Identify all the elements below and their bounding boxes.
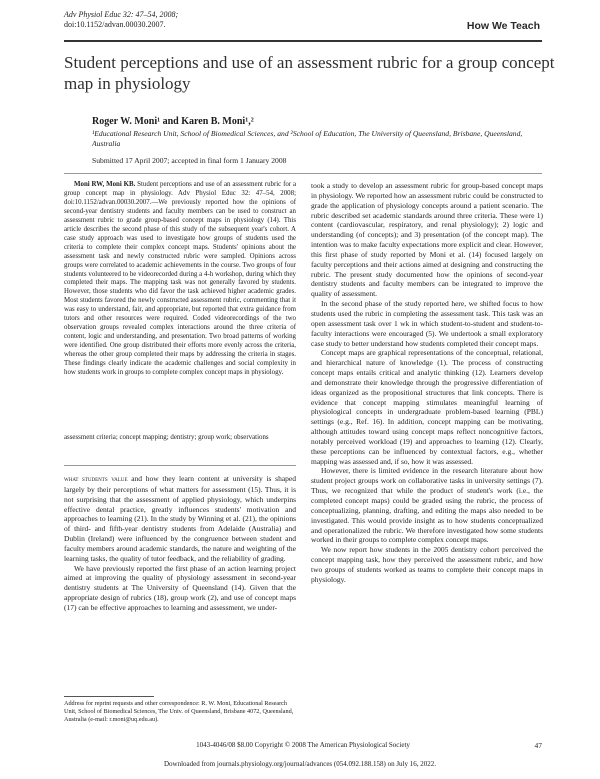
download-notice: Downloaded from journals.physiology.org/journal/advances (054.092.188.158) on July 16, 2022. [164,760,436,768]
journal-line-1: Adv Physiol Educ 32: 47–54, 2008; [64,10,179,19]
submission-dates: Submitted 17 April 2007; accepted in final form 1 January 2008 [92,156,287,165]
page-number: 47 [534,741,542,750]
right-paragraph-3: Concept maps are graphical representations of the conceptual, relational, and hierarchical nature of knowledge (1). The process of constructing concept maps entails critical and analytic thinking (12). Learners develop and demonstrate their knowledge through the progressive differentiation of ideas organized as the propositional structures that link concepts. There is evidence that concept mapping stimulates meaningful learning of physiological concepts in undergraduate problem-based learning (PBL) settings (e.g., Ref. 16). In addition, concept mapping can be motivating, although attitudes toward using concept maps reflect noncognitive factors, notably perceived workload (19) and approaches to learning (12). Clearly, these perceptions can be influenced by contextual factors, e.g., whether mapping was assessed and, if so, how it was assessed. [311,348,543,466]
abstract [64,181,296,378]
copyright-line: 1043-4046/08 $8.00 Copyright © 2008 The American Physiological Society [196,741,410,749]
author-affiliation: ¹Educational Research Unit, School of Biomedical Sciences, and ²School of Education, The University of Queensland, Brisbane, Queensland, Australia [92,129,523,148]
section-label: How We Teach [466,20,540,32]
introduction [64,474,296,613]
header-rule [64,40,542,42]
article-authors: Roger W. Moni¹ and Karen B. Moni¹,² [92,116,254,127]
intro-smallcaps: what students value [64,475,128,483]
right-paragraph-1: took a study to develop an assessment rubric for group-based concept maps in physiology. We reported how an assessment rubric could be constructed to grade the application of physiology concepts around a patient scenario. The rubric described set academic standards around three criteria. These were 1) content (cardiovascular, respiratory, and renal physiology); 2) logic and understanding (of concepts); and 3) presentation (of the concept map). The intention was to make faculty expectations more explicit and clear. However, this first phase of study reported by Moni et al. (14) focused largely on faculty perceptions and their actions aimed at designing and constructing the rubric. The present study documented how the opinions of second-year dentistry students and faculty members can be integrated to improve the quality of assessment. [311,181,543,299]
article-title: Student perceptions and use of an assessment rubric for a group concept map in physiology [64,53,555,93]
abstract-text: Student perceptions and use of an assessment rubric for a group concept map in physiology. Adv Physiol Educ 32: 47–54, 2008; doi:10.1152/advan.00030.2007.—We previously reported how the opinions of second-year dentistry students and faculty members can be used to construct an assessment rubric to grade group-based concept maps in physiology (14). This article describes the second phase of this study of the subsequent year's cohort. A case study approach was used to investigate how groups of students used the criteria to complete their complex concept maps. Students' opinions about the assessment task and newly constructed rubric were sampled. Opinions across groups were correlated to academic achievements in the course. Two groups of four students volunteered to be videorecorded during a 4-h workshop, during which they completed their maps. The mapping task was not generally favored by students. However, those students who did favor the task achieved higher academic grades. Most students favored the newly constructed assessment rubric, commenting that it was easy to understand, fair, and appropriate, but reported that extra guidance from tutors and other resources were required. Coded videorecordings of the two observation groups revealed complex interactions around the three criteria of content, logic and understanding, and presentation. Two broad patterns of working were identified. One group distributed their efforts more evenly across the criteria, whereas the other group completed their maps by addressing the criteria in stages. These findings clearly indicate the academic challenges and social complexity in how students work in groups to complete complex concept maps in physiology. [64,181,297,377]
intro-paragraph-1: and how they learn content at university is shaped largely by their perceptions of what matters for assessment (15). Thus, it is not surprising that the assessment of applied physiology, which underpins effective dental practice, greatly influences students' motivation and approaches to learning (21). In the study by Winning et al. (21), the opinions of third- and fifth-year dentistry students from Adelaide (Australia) and Dublin (Ireland) were influenced by the congruence between student and faculty members around academic standards, the nature and weighting of the learning tasks, the quality of tutor feedback, and the reliability of grading. [64,474,296,563]
right-paragraph-2: In the second phase of the study reported here, we shifted focus to how students used the rubric in completing the assessment task. This task was an open assessment task over 1 wk in which student-to-student and student-to-faculty interactions were encouraged (5). We undertook a small exploratory case study to better understand how students completed their concept maps. [311,299,543,348]
journal-citation [64,10,178,30]
journal-doi: doi:10.1152/advan.00030.2007. [64,20,166,29]
abstract-lead: Moni RW, Moni KB. [74,181,136,188]
keywords: assessment criteria; concept mapping; dentistry; group work; observations [64,434,269,441]
correspondence-footnote: Address for reprint requests and other correspondence: R. W. Moni, Educational Research Unit, School of Biomedical Sciences, The Univ. of Queensland, Brisbane 4072, Queensland, Australia (e-mail: r.moni@uq.edu.au). [64,700,294,723]
right-column [311,181,543,585]
right-paragraph-4: However, there is limited evidence in the research literature about how student project groups work on collaborative tasks in university settings (7). Thus, we recognized that while the product of student's work (i.e., the completed concept maps) could be graded using the rubric, the process of conceptualizing, planning, drafting, and editing the maps also needed to be investigated. This would provide insight as to how students conceptualized and operationalized the rubric. We therefore investigated how some students worked in their groups to complete complex concept maps. [311,466,543,545]
footnote-rule [64,696,154,697]
keywords-rule [64,465,296,466]
intro-paragraph-2: We have previously reported the first phase of an action learning project aimed at improving the quality of physiology assessment in second-year dentistry students at The University of Queensland (14). Given that the appropriate design of rubrics (18), group work (2), and use of concept maps (17) can be effective approaches to learning and assessment, we under- [64,563,296,612]
title-rule [64,173,542,174]
right-paragraph-5: We now report how students in the 2005 dentistry cohort perceived the concept mapping task, how they perceived the assessment rubric, and how two groups of students worked as teams to complete their concept maps in physiology. [311,545,543,584]
